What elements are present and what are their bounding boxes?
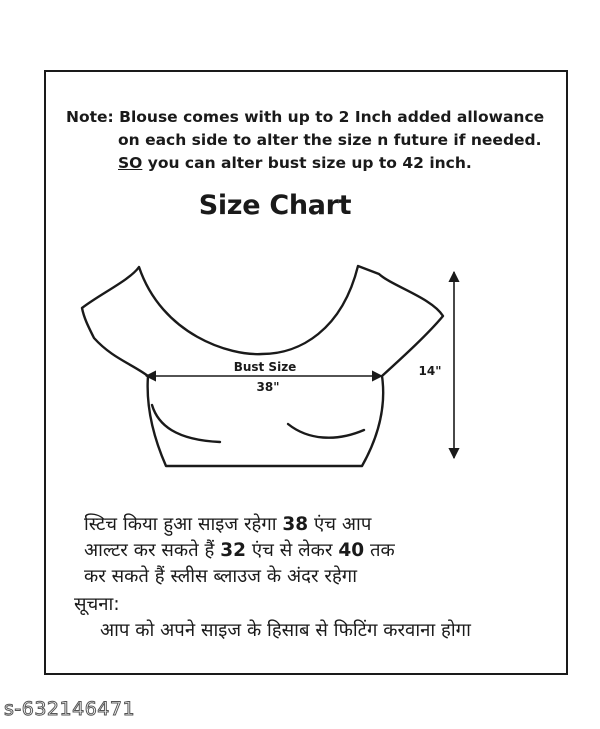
note-line-1: Note: Blouse comes with up to 2 Inch added allowance xyxy=(66,108,545,126)
note-line-3-rest: you can alter bust size up to 42 inch. xyxy=(142,154,472,172)
hindi-line-2: आल्टर कर सकते हैं 32 एंच से लेकर 40 तक xyxy=(84,540,395,561)
length-value: 14" xyxy=(418,364,442,378)
right-cup-line xyxy=(288,424,364,438)
hindi-line-3: कर सकते हैं स्लीस ब्लाउज के अंदर रहेगा xyxy=(84,566,358,587)
size-chart-title: Size Chart xyxy=(198,190,352,221)
bust-size-label: Bust Size xyxy=(233,360,297,374)
bust-size-value: 38" xyxy=(256,380,280,394)
product-id: s-632146471 xyxy=(4,698,136,720)
hindi-line-1: स्टिच किया हुआ साइज रहेगा 38 एंच आप xyxy=(84,514,372,535)
note-line-2: on each side to alter the size n future if needed. xyxy=(118,131,542,149)
hindi-notice-label: सूचना: xyxy=(74,594,120,615)
left-cup-line xyxy=(152,405,220,442)
note-so: SO xyxy=(118,154,143,172)
hindi-instructions xyxy=(74,512,471,644)
hindi-line-5: आप को अपने साइज के हिसाब से फिटिंग करवाना होगा xyxy=(100,620,471,641)
